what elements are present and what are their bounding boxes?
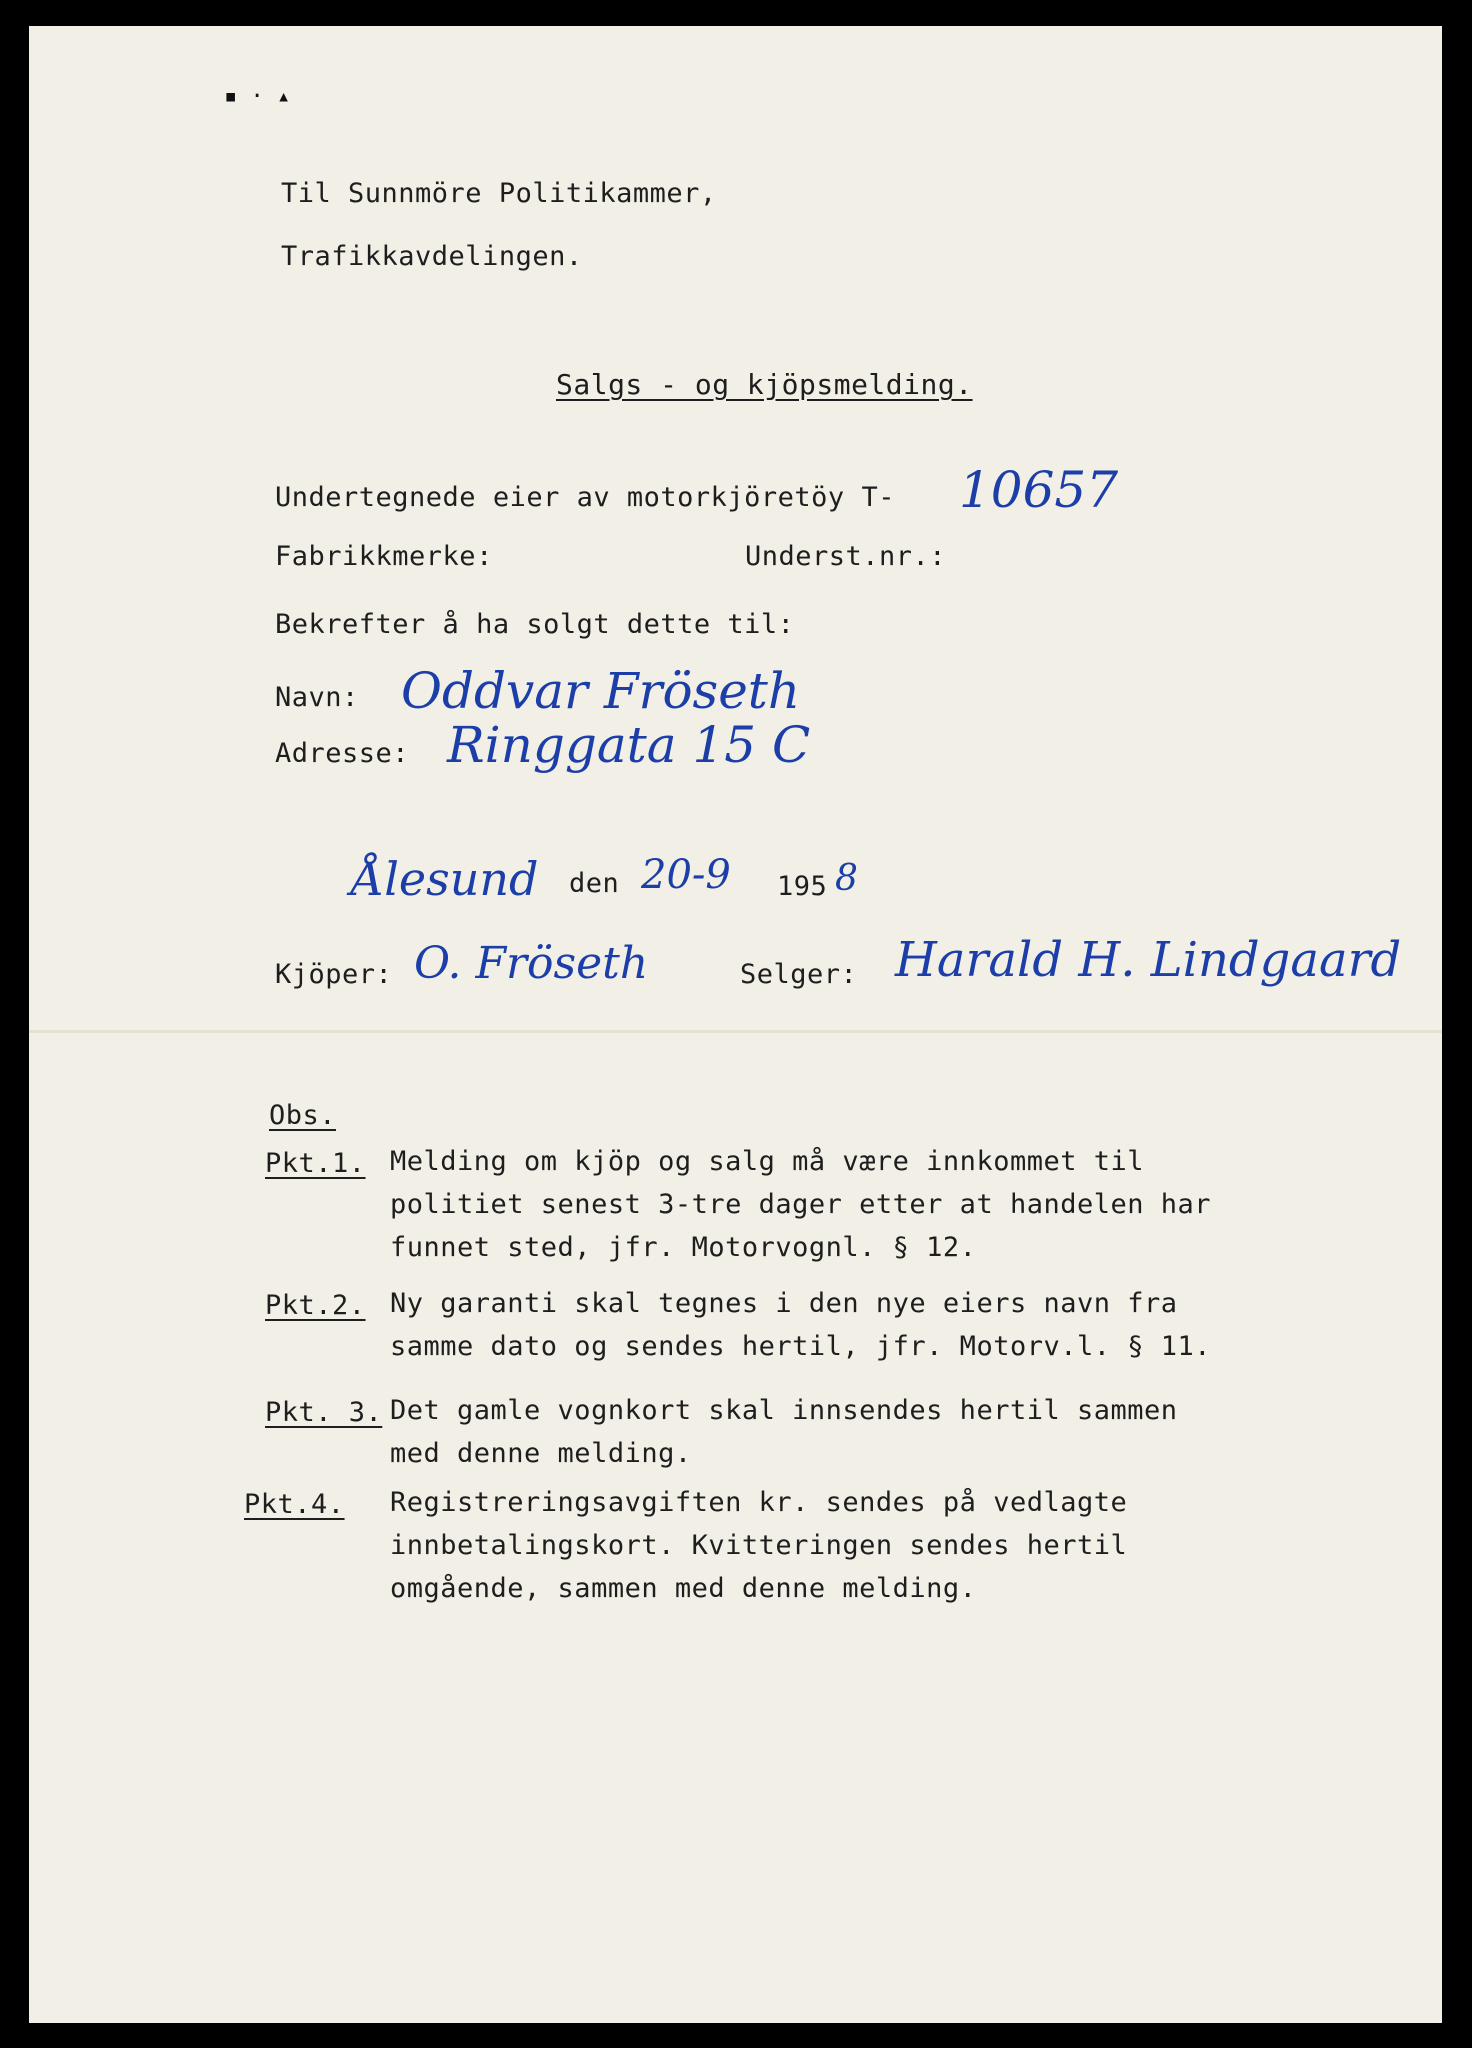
note-3-line-2: med denne melding. [390,1438,692,1469]
confirm-text: Bekrefter å ha solgt dette til: [275,609,795,640]
document-page [29,26,1442,2023]
note-1-line-3: funnet sted, jfr. Motorvognl. § 12. [390,1232,977,1263]
buyer-name: Oddvar Fröseth [401,662,801,720]
buyer-address: Ringgata 15 C [447,716,811,774]
place-handwritten: Ålesund [351,852,539,906]
buyer-address-label: Adresse: [275,738,410,769]
fabrikkmerke-label: Fabrikkmerke: [275,541,493,572]
note-4-text [390,1481,1127,1610]
den-label: den [569,868,620,899]
buyer-signature: O. Fröseth [414,938,649,989]
note-3-label: Pkt. 3. [265,1397,383,1428]
note-4-line-3: omgående, sammen med denne melding. [390,1573,977,1604]
note-4-label: Pkt.4. [244,1489,345,1520]
address-line-2: Trafikkavdelingen. [281,241,583,272]
note-2-line-2: samme dato og sendes hertil, jfr. Motorv.l. § 11. [390,1331,1212,1362]
date-handwritten: 20-9 [641,852,731,898]
note-4-line-2: innbetalingskort. Kvitteringen sendes hertil [390,1530,1128,1561]
corner-marks: ▪ · ▴ [224,84,291,109]
fold-line [29,1030,1442,1033]
owner-label: Undertegnede eier av motorkjöretöy T- [275,482,895,513]
note-1-line-1: Melding om kjöp og salg må være innkommet til [390,1146,1144,1177]
note-1-line-2: politiet senest 3-tre dager etter at handelen har [390,1189,1212,1220]
year-handwritten: 8 [835,858,858,899]
note-2-label: Pkt.2. [265,1290,366,1321]
registration-number: 10657 [959,461,1119,519]
note-1-text [390,1140,1211,1269]
understell-label: Underst.nr.: [745,541,947,572]
note-2-line-1: Ny garanti skal tegnes i den nye eiers navn fra [390,1288,1178,1319]
note-3-line-1: Det gamle vognkort skal innsendes hertil sammen [390,1395,1178,1426]
buyer-name-label: Navn: [275,682,359,713]
note-2-text [390,1282,1211,1368]
seller-signature-label: Selger: [740,959,858,990]
address-line-1: Til Sunnmöre Politikammer, [281,178,717,209]
year-printed: 195 [777,871,828,902]
note-3-text [390,1389,1178,1475]
note-1-label: Pkt.1. [265,1148,366,1179]
seller-signature: Harald H. Lindgaard [895,932,1402,988]
obs-heading: Obs. [269,1100,337,1131]
document-title: Salgs - og kjöpsmelding. [556,368,973,401]
note-4-line-1: Registreringsavgiften kr. sendes på vedlagte [390,1487,1128,1518]
buyer-signature-label: Kjöper: [275,959,393,990]
